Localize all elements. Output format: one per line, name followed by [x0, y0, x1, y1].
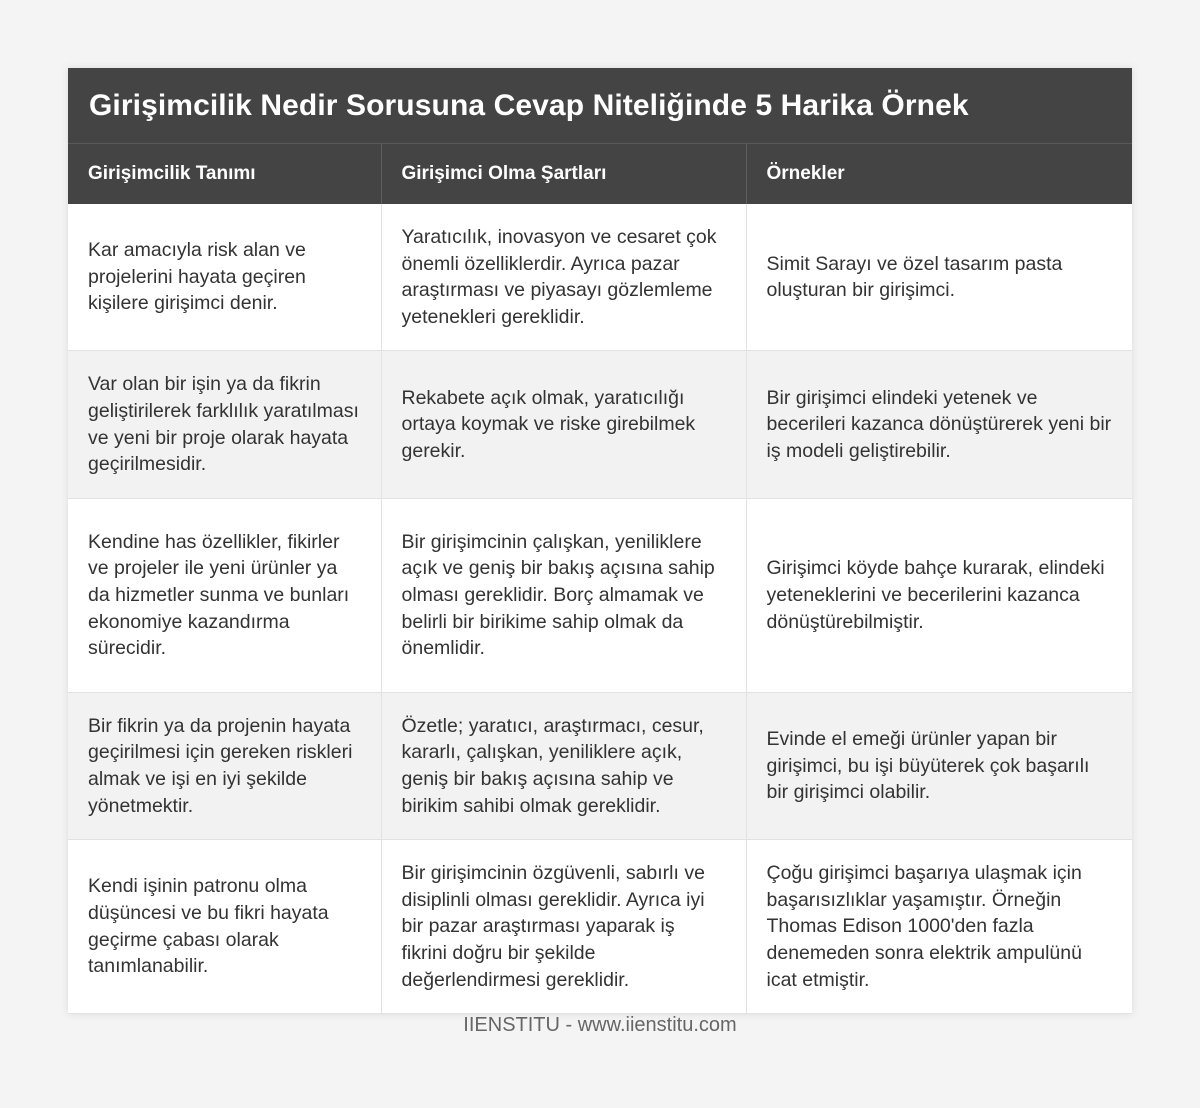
- table-row: [68, 840, 1132, 1014]
- page-title: Girişimcilik Nedir Sorusuna Cevap Niteliğinde 5 Harika Örnek: [89, 88, 969, 122]
- column-header-examples: Örnekler: [746, 144, 1132, 204]
- table-row: [68, 692, 1132, 839]
- footer-credit: IIENSTITU - www.iienstitu.com: [463, 1014, 737, 1036]
- table-cell: Evinde el emeği ürünler yapan bir girişimci, bu işi büyüterek çok başarılı bir girişimci olabilir.: [746, 692, 1132, 839]
- title-bar: [68, 68, 1132, 144]
- table-row: [68, 351, 1132, 498]
- table-cell: Kendine has özellikler, fikirler ve projeler ile yeni ürünler ya da hizmetler sunma ve bunları ekonomiye kazandırma sürecidir.: [68, 498, 381, 692]
- table-cell: Bir girişimcinin çalışkan, yeniliklere açık ve geniş bir bakış açısına sahip olması gereklidir. Borç almamak ve belirli bir birikime sahip olmak da önemlidir.: [381, 498, 746, 692]
- table-cell: Girişimci köyde bahçe kurarak, elindeki yeteneklerini ve becerilerini kazanca dönüştürebilmiştir.: [746, 498, 1132, 692]
- content-card: [68, 68, 1132, 1014]
- table-cell: Çoğu girişimci başarıya ulaşmak için başarısızlıklar yaşamıştır. Örneğin Thomas Edison 1000'den fazla denemeden sonra elektrik ampulünü icat etmiştir.: [746, 840, 1132, 1014]
- table-row: [68, 498, 1132, 692]
- table-cell: Kendi işinin patronu olma düşüncesi ve bu fikri hayata geçirme çabası olarak tanımlanabilir.: [68, 840, 381, 1014]
- table-cell: Kar amacıyla risk alan ve projelerini hayata geçiren kişilere girişimci denir.: [68, 204, 381, 351]
- table-cell: Simit Sarayı ve özel tasarım pasta oluşturan bir girişimci.: [746, 204, 1132, 351]
- table-cell: Rekabete açık olmak, yaratıcılığı ortaya koymak ve riske girebilmek gerekir.: [381, 351, 746, 498]
- table-header-row: [68, 144, 1132, 204]
- table-cell: Bir girişimcinin özgüvenli, sabırlı ve disiplinli olması gereklidir. Ayrıca iyi bir pazar araştırması yaparak iş fikrini doğru bir şekilde değerlendirmesi gereklidir.: [381, 840, 746, 1014]
- column-header-definition: Girişimcilik Tanımı: [68, 144, 381, 204]
- table-cell: Yaratıcılık, inovasyon ve cesaret çok önemli özelliklerdir. Ayrıca pazar araştırması ve piyasayı gözlemleme yetenekleri gereklidir.: [381, 204, 746, 351]
- table-cell: Özetle; yaratıcı, araştırmacı, cesur, kararlı, çalışkan, yeniliklere açık, geniş bir bakış açısına sahip ve birikim sahibi olmak gereklidir.: [381, 692, 746, 839]
- column-header-requirements: Girişimci Olma Şartları: [381, 144, 746, 204]
- comparison-table: [68, 144, 1132, 1014]
- table-cell: Bir fikrin ya da projenin hayata geçirilmesi için gereken riskleri almak ve işi en iyi şekilde yönetmektir.: [68, 692, 381, 839]
- table-row: [68, 204, 1132, 351]
- table-cell: Bir girişimci elindeki yetenek ve becerileri kazanca dönüştürerek yeni bir iş modeli geliştirebilir.: [746, 351, 1132, 498]
- table-cell: Var olan bir işin ya da fikrin geliştirilerek farklılık yaratılması ve yeni bir proje olarak hayata geçirilmesidir.: [68, 351, 381, 498]
